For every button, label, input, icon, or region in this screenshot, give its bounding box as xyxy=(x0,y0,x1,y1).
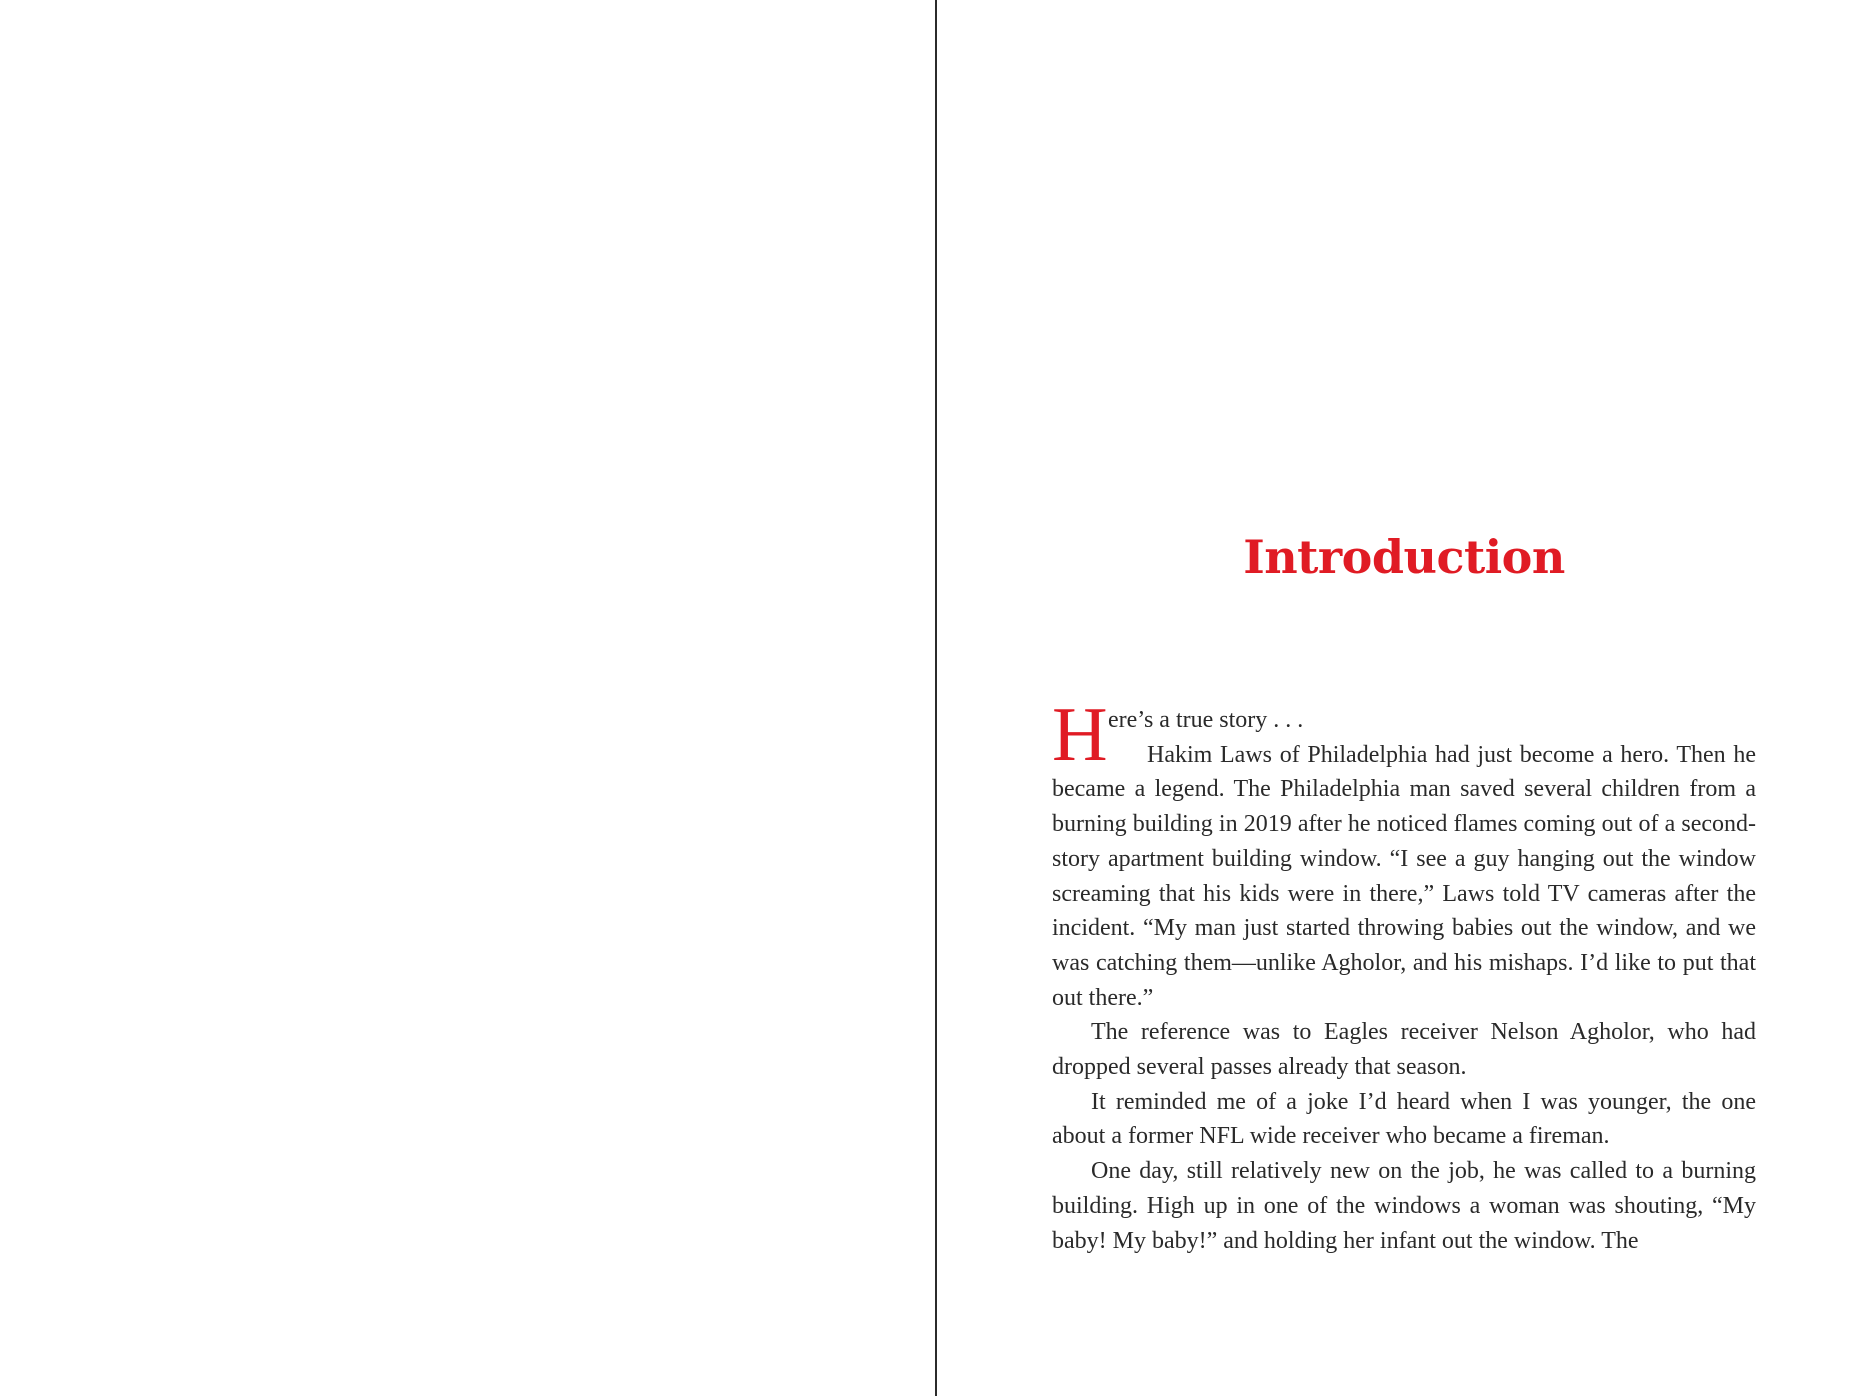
opening-line-text: ere’s a true story . . . xyxy=(1108,707,1304,733)
body-paragraph: One day, still relatively new on the job, he was called to a burning building. High up in one of the windows a woman was shouting, “My baby! My baby!” and holding her infant out the window. The xyxy=(1052,1158,1756,1254)
drop-cap-letter: H xyxy=(1052,691,1108,777)
opening-line xyxy=(1052,691,1756,777)
body-paragraph: It reminded me of a joke I’d heard when I was younger, the one about a former NFL wide receiver who became a fireman. xyxy=(1052,1088,1756,1150)
chapter-body xyxy=(1052,691,1756,1258)
body-paragraph: The reference was to Eagles receiver Nelson Agholor, who had dropped several passes already that season. xyxy=(1052,1019,1756,1081)
body-paragraph: Hakim Laws of Philadelphia had just become a hero. Then he became a legend. The Philadelphia man saved several children from a burning building in 2019 after he noticed flames coming out of a second-story apartment building window. “I see a guy hanging out the window screaming that his kids were in there,” Laws told TV cameras after the incident. “My man just started throwing babies out the window, and we was catching them—unlike Agholor, and his mishaps. I’d like to put that out there.” xyxy=(1052,741,1756,1011)
chapter-title: Introduction xyxy=(1243,530,1565,584)
